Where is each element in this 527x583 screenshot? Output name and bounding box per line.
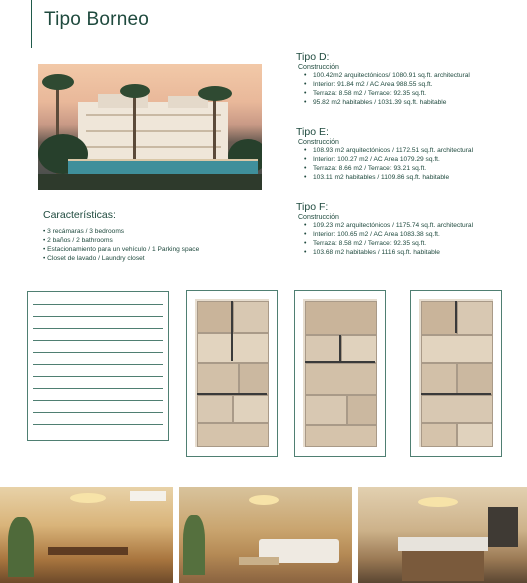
list-item: • 95.82 m2 habitables / 1031.39 sq.ft. habitable [313,99,470,108]
list-item: • Interior: 100.27 m2 / AC Area 1079.29 sq.ft. [313,156,473,165]
list-item: • 108.93 m2 arquitectónicos / 1172.51 sq.ft. architectural [313,147,473,156]
list-item: • Interior: 100.65 m2 / AC Area 1083.38 sq.ft. [313,231,473,240]
list-item: • 109.23 m2 arquitectónicos / 1175.74 sq.ft. architectural [313,222,473,231]
type-e-heading: Tipo E: [296,126,329,138]
list-item: • 103.11 m2 habitables / 1109.86 sq.ft. habitable [313,174,473,183]
list-item: • 2 baños / 2 bathrooms [43,237,199,246]
type-f-specs [299,222,473,258]
type-d-section: Construcción [298,64,339,71]
floorplan-d-image [195,299,269,447]
hero-pool-image [38,64,262,190]
features-title: Características: [43,209,116,221]
floorplan-f-frame [410,290,502,457]
type-d-specs [299,72,470,108]
list-item: • Closet de lavado / Laundry closet [43,255,199,264]
dining-room-photo [0,487,173,583]
kitchen-photo [358,487,527,583]
features-list [43,228,199,264]
list-item: • Estacionamiento para un vehículo / 1 Parking space [43,246,199,255]
page-title: Tipo Borneo [44,9,150,30]
list-item: • Terraza: 8.58 m2 / Terrace: 92.35 sq.ft. [313,90,470,99]
type-e-section: Construcción [298,139,339,146]
floorplan-e-frame [294,290,386,457]
title-accent-line [31,0,32,48]
type-d-heading: Tipo D: [296,51,330,63]
type-f-section: Construcción [298,214,339,221]
notes-box [27,291,169,441]
floorplan-d-frame [186,290,278,457]
list-item: • 100.42m2 arquitectónicos/ 1080.91 sq.ft. architectural [313,72,470,81]
list-item: • Terraza: 8.66 m2 / Terrace: 93.21 sq.ft. [313,165,473,174]
list-item: • 103.68 m2 habitables / 1116 sq.ft. habitable [313,249,473,258]
living-room-photo [179,487,352,583]
floorplan-f-image [419,299,493,447]
floorplan-e-image [303,299,377,447]
list-item: • Terraza: 8.58 m2 / Terrace: 92.35 sq.ft. [313,240,473,249]
type-e-specs [299,147,473,183]
type-f-heading: Tipo F: [296,201,329,213]
list-item: • 3 recámaras / 3 bedrooms [43,228,199,237]
list-item: • Interior: 91.84 m2 / AC Area 988.55 sq.ft. [313,81,470,90]
